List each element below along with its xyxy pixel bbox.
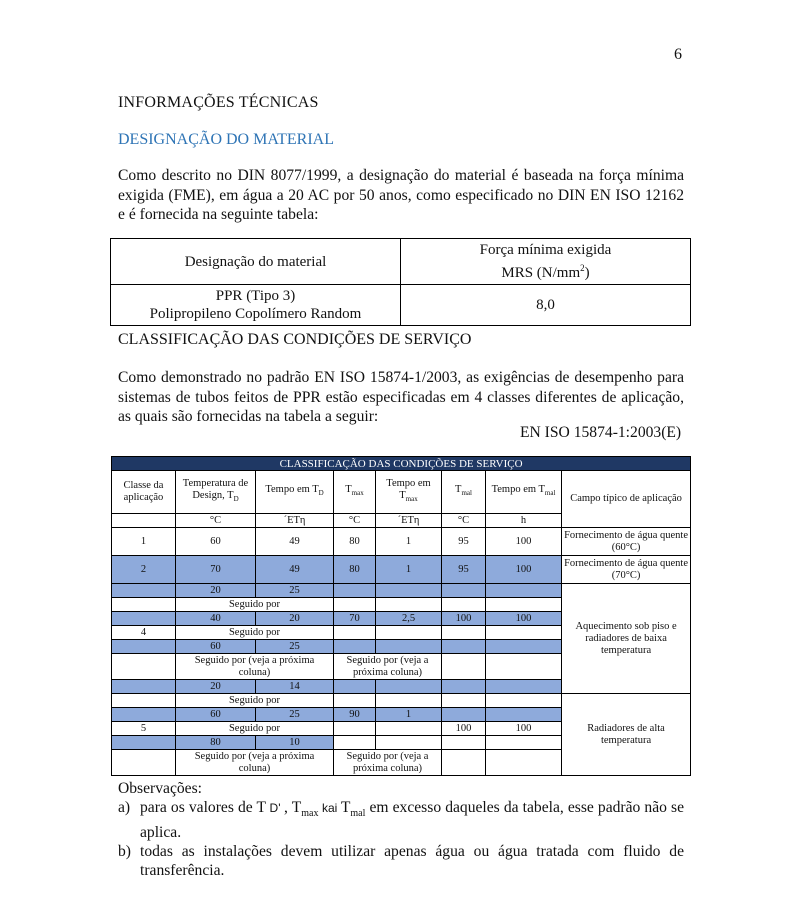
- header-time-tmax: Tempo em $T_{max}$: [376, 471, 442, 514]
- empty-cell: [486, 640, 562, 654]
- empty-cell: [376, 626, 442, 640]
- unit-time: ´ETη: [256, 514, 334, 528]
- empty-cell: [442, 680, 486, 694]
- empty-cell: [376, 722, 442, 736]
- followed-by-cell: Seguido por: [176, 626, 334, 640]
- empty-cell: [486, 708, 562, 722]
- application-field-cell: Radiadores de alta temperatura: [562, 694, 691, 776]
- empty-cell: [486, 736, 562, 750]
- value-cell: 100: [442, 722, 486, 736]
- material-name-cell: PPR (Tipo 3) Polipropileno Copolímero Random: [111, 285, 401, 326]
- table-row: [112, 584, 691, 598]
- unit-time-max: ´ETη: [376, 514, 442, 528]
- empty-cell: [442, 736, 486, 750]
- empty-cell: [112, 708, 176, 722]
- empty-cell: [486, 654, 562, 680]
- empty-cell: [442, 654, 486, 680]
- empty-cell: [334, 736, 376, 750]
- empty-cell: [376, 640, 442, 654]
- unit-tmax: °C: [334, 514, 376, 528]
- followed-by-cell: Seguido por: [176, 598, 334, 612]
- header-design-temp: Temperatura de Design, $T_D$: [176, 471, 256, 514]
- value-cell: 25: [256, 640, 334, 654]
- header-tmal: $T_{mal}$: [442, 471, 486, 514]
- value-cell: 1: [376, 556, 442, 584]
- value-cell: 20: [176, 584, 256, 598]
- followed-by-cell: Seguido por (veja a próxima coluna): [334, 750, 442, 776]
- empty-cell: [112, 640, 176, 654]
- mrs-value-cell: 8,0: [401, 285, 691, 326]
- class-cell: 5: [112, 722, 176, 736]
- value-cell: 2,5: [376, 612, 442, 626]
- application-field-cell: Fornecimento de água quente (70°C): [562, 556, 691, 584]
- empty-cell: [442, 750, 486, 776]
- empty-cell: [112, 750, 176, 776]
- empty-cell: [112, 654, 176, 680]
- value-cell: 40: [176, 612, 256, 626]
- empty-cell: [334, 722, 376, 736]
- empty-cell: [376, 680, 442, 694]
- empty-cell: [334, 626, 376, 640]
- class-cell: [112, 584, 176, 598]
- value-cell: 1: [376, 708, 442, 722]
- value-cell: 70: [334, 612, 376, 626]
- heading-material-designation: DESIGNAÇÃO DO MATERIAL: [118, 131, 334, 148]
- material-col-header: Designação do material: [111, 239, 401, 285]
- empty-cell: [486, 680, 562, 694]
- heading-technical-info: INFORMAÇÕES TÉCNICAS: [118, 94, 319, 111]
- classification-paragraph: Como demonstrado no padrão EN ISO 15874-1/2003, as exigências de desempenho para sistemas de tubos feitos de PPR estão especificadas em 4 classes diferentes de aplicação, as quais são fornecidas na tabela a seguir:: [118, 369, 684, 425]
- followed-by-cell: Seguido por (veja a próxima coluna): [176, 654, 334, 680]
- empty-cell: [112, 694, 176, 708]
- observation-b: b) todas as instalações devem utilizar apenas água ou água tratada com fluido de transferência.: [118, 843, 684, 880]
- value-cell: 95: [442, 528, 486, 556]
- empty-cell: [486, 750, 562, 776]
- empty-cell: [334, 680, 376, 694]
- empty-cell: [486, 584, 562, 598]
- value-cell: 1: [376, 528, 442, 556]
- empty-cell: [334, 694, 376, 708]
- value-cell: 100: [486, 528, 562, 556]
- header-tmax: $T_{max}$: [334, 471, 376, 514]
- empty-cell: [442, 640, 486, 654]
- page-number: 6: [674, 46, 682, 63]
- unit-time-mal: h: [486, 514, 562, 528]
- value-cell: 80: [334, 556, 376, 584]
- value-cell: 49: [256, 556, 334, 584]
- intro-paragraph: Como descrito no DIN 8077/1999, a designação do material é baseada na força mínima exigida (FME), em água a 20 AC por 50 anos, como especificado no DIN EN ISO 12162 e é fornecida na seguinte tabela:: [118, 167, 684, 223]
- empty-cell: [112, 598, 176, 612]
- empty-cell: [334, 598, 376, 612]
- value-cell: 60: [176, 528, 256, 556]
- empty-cell: [376, 694, 442, 708]
- empty-cell: [334, 640, 376, 654]
- empty-cell: [112, 612, 176, 626]
- unit-empty: [112, 514, 176, 528]
- empty-cell: [334, 584, 376, 598]
- table-row: [112, 556, 691, 584]
- value-cell: 100: [442, 612, 486, 626]
- empty-cell: [376, 736, 442, 750]
- observation-a: a) para os valores de T D' , $T_{max}$ kai $T_{mal}$ em excesso daqueles da tabela, esse padrão não se aplica.: [118, 799, 685, 842]
- value-cell: 100: [486, 722, 562, 736]
- class-cell: 4: [112, 626, 176, 640]
- unit-temp: °C: [176, 514, 256, 528]
- empty-cell: [442, 708, 486, 722]
- service-table-title: CLASSIFICAÇÃO DAS CONDIÇÕES DE SERVIÇO: [112, 457, 691, 471]
- empty-cell: [486, 598, 562, 612]
- value-cell: 95: [442, 556, 486, 584]
- value-cell: 100: [486, 556, 562, 584]
- value-cell: 20: [176, 680, 256, 694]
- observation-label: a): [118, 799, 131, 816]
- value-cell: 80: [334, 528, 376, 556]
- empty-cell: [486, 626, 562, 640]
- observations-list: [118, 798, 684, 880]
- header-time-td: Tempo em $T_D$: [256, 471, 334, 514]
- header-time-tmal: Tempo em $T_{mal}$: [486, 471, 562, 514]
- table-row: [112, 528, 691, 556]
- followed-by-cell: Seguido por (veja a próxima coluna): [334, 654, 442, 680]
- value-cell: 25: [256, 584, 334, 598]
- value-cell: 20: [256, 612, 334, 626]
- value-cell: 100: [486, 612, 562, 626]
- followed-by-cell: Seguido por (veja a próxima coluna): [176, 750, 334, 776]
- value-cell: 49: [256, 528, 334, 556]
- empty-cell: [442, 584, 486, 598]
- empty-cell: [442, 694, 486, 708]
- header-application-field: Campo típico de aplicação: [562, 471, 691, 528]
- service-classification-table: [111, 456, 691, 776]
- value-cell: 60: [176, 640, 256, 654]
- header-class: Classe da aplicação: [112, 471, 176, 514]
- empty-cell: [486, 694, 562, 708]
- application-field-cell: Fornecimento de água quente (60°C): [562, 528, 691, 556]
- empty-cell: [112, 680, 176, 694]
- value-cell: 80: [176, 736, 256, 750]
- value-cell: 14: [256, 680, 334, 694]
- empty-cell: [442, 626, 486, 640]
- empty-cell: [376, 584, 442, 598]
- table-row: [112, 694, 691, 708]
- empty-cell: [112, 736, 176, 750]
- value-cell: 60: [176, 708, 256, 722]
- value-cell: 10: [256, 736, 334, 750]
- followed-by-cell: Seguido por: [176, 722, 334, 736]
- mrs-col-header: Força mínima exigida MRS $(N/mm^2)$: [401, 239, 691, 285]
- empty-cell: [376, 598, 442, 612]
- application-field-cell: Aquecimento sob piso e radiadores de baixa temperatura: [562, 584, 691, 694]
- value-cell: 25: [256, 708, 334, 722]
- class-cell: 2: [112, 556, 176, 584]
- class-cell: 1: [112, 528, 176, 556]
- observation-label: b): [118, 843, 131, 861]
- empty-cell: [442, 598, 486, 612]
- material-table: [110, 238, 691, 326]
- followed-by-cell: Seguido por: [176, 694, 334, 708]
- value-cell: 90: [334, 708, 376, 722]
- value-cell: 70: [176, 556, 256, 584]
- standard-reference: EN ISO 15874-1:2003(E): [520, 424, 682, 441]
- observations-title: Observações:: [118, 780, 202, 797]
- unit-tmal: °C: [442, 514, 486, 528]
- heading-service-classification: CLASSIFICAÇÃO DAS CONDIÇÕES DE SERVIÇO: [118, 331, 472, 348]
